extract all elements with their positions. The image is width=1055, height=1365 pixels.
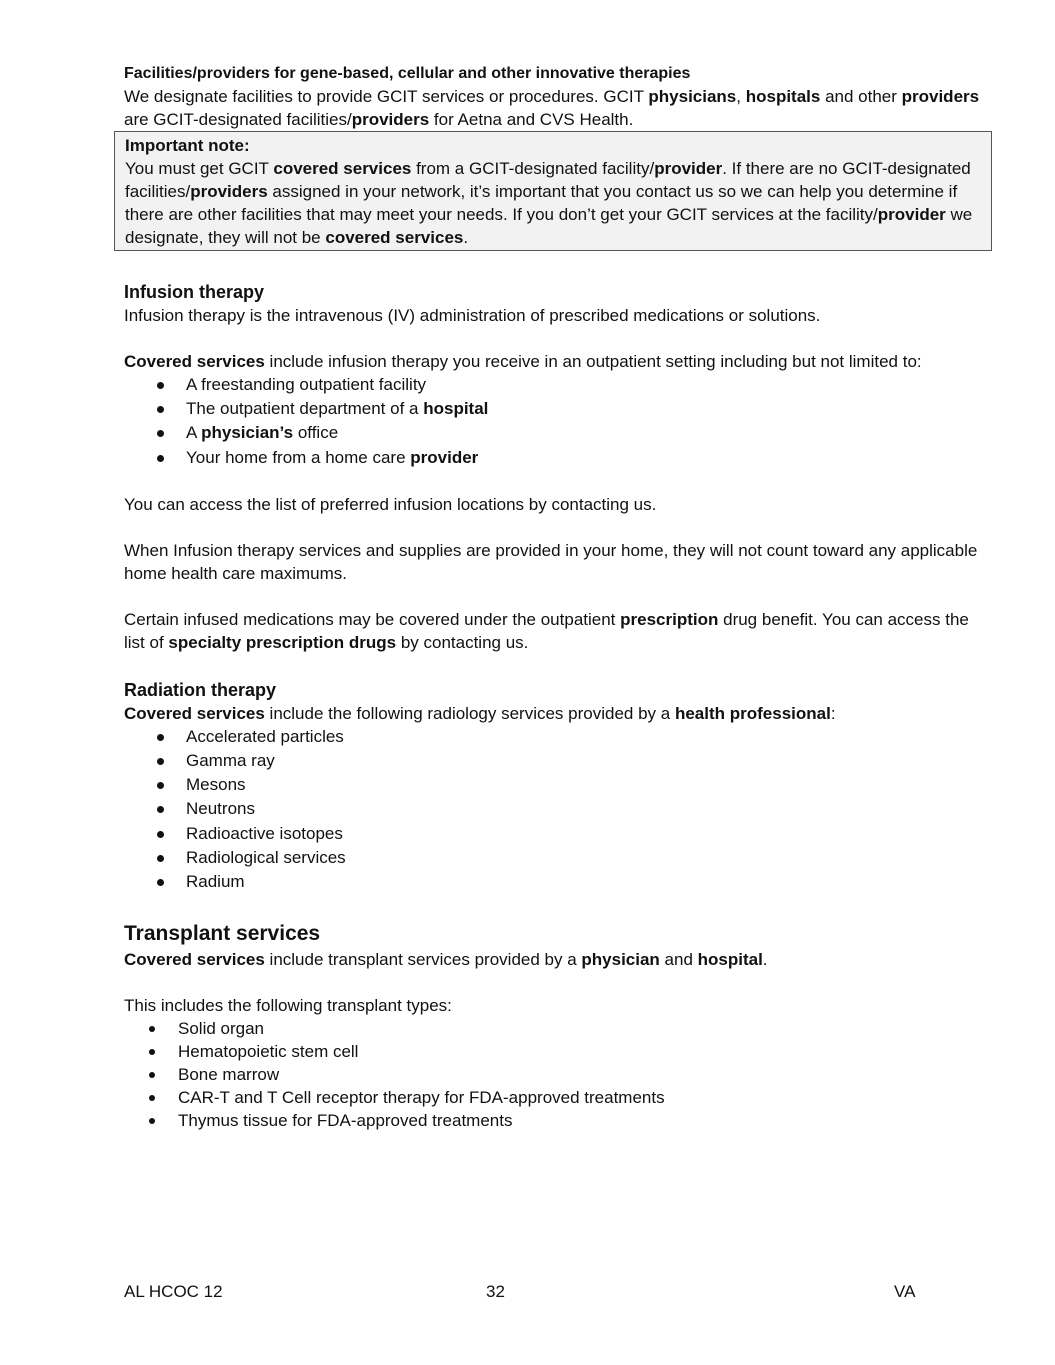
infusion-list — [124, 373, 990, 470]
infusion-locations: You can access the list of preferred infusion locations by contacting us. — [124, 494, 657, 514]
term-providers: providers — [190, 182, 268, 201]
list-item: Solid organ — [124, 1017, 990, 1040]
term-hospitals: hospitals — [745, 87, 821, 106]
text: from a GCIT-designated facility/ — [411, 159, 655, 178]
term-provider: provider — [877, 205, 946, 224]
term-prescription: prescription — [620, 609, 719, 629]
note-title: Important note: — [125, 136, 250, 155]
term-providers: providers — [901, 87, 980, 106]
text: are GCIT-designated facilities/ — [124, 110, 352, 129]
term-covered-services: covered services — [273, 159, 412, 178]
transplant-heading: Transplant services — [124, 922, 321, 946]
text: You must get GCIT — [125, 159, 274, 178]
list-item: Radium — [124, 870, 990, 894]
footer-state: VA — [894, 1282, 916, 1301]
transplant-covered: Covered services include transplant services provided by a physician and hospital. — [124, 950, 768, 970]
list-item: Neutrons — [124, 797, 990, 821]
term-physicians: physicians — [648, 87, 737, 106]
page-footer — [124, 1280, 915, 1303]
list-item: Gamma ray — [124, 749, 990, 773]
list-item: Radioactive isotopes — [124, 822, 990, 846]
list-item: Radiological services — [124, 846, 990, 870]
infusion-intro: Infusion therapy is the intravenous (IV) administration of prescribed medications or solutions. — [124, 306, 821, 325]
text: , — [736, 87, 746, 106]
radiation-list — [124, 725, 990, 894]
text: We designate facilities to provide GCIT services or procedures. GCIT — [124, 87, 649, 106]
text: . — [463, 228, 469, 247]
transplant-intro: This includes the following transplant types: — [124, 996, 452, 1016]
term-hospital: hospital — [697, 950, 763, 970]
infusion-home: When Infusion therapy services and supplies are provided in your home, they will not count toward any applicable home health care maximums. — [124, 540, 978, 583]
infusion-certain: Certain infused medications may be covered under the outpatient prescription drug benefit. You can access the list of specialty prescription drugs by contacting us. — [124, 609, 969, 652]
text: assigned in your network, it’s important that you contact us so we can help you determine if there are other facilities that may meet your needs. If you don’t get your GCIT services at the facility/ — [125, 182, 958, 224]
transplant-list — [124, 1017, 990, 1132]
term-provider: provider — [654, 159, 723, 178]
text: . If there are no GCIT-designated facilities/ — [125, 159, 971, 201]
list-item: The outpatient department of a hospital — [124, 397, 990, 421]
text: include infusion therapy you receive in an outpatient setting including but not limited to: — [264, 352, 922, 371]
term-specialty-drugs: specialty prescription drugs — [168, 632, 397, 652]
list-item: Mesons — [124, 773, 990, 797]
list-item: Your home from a home care provider — [124, 446, 990, 470]
term-hospital: hospital — [423, 399, 489, 419]
important-note-box — [114, 131, 992, 251]
term-covered-services: Covered services — [124, 352, 265, 371]
term-covered-services: Covered services — [124, 703, 265, 723]
page-number: 32 — [486, 1282, 505, 1301]
text: and other — [820, 87, 902, 106]
list-item: A physician’s office — [124, 421, 990, 445]
term-covered-services: covered services — [325, 228, 464, 247]
list-item: Hematopoietic stem cell — [124, 1040, 990, 1063]
footer-doc-code: AL HCOC 12 — [124, 1282, 223, 1301]
text: for Aetna and CVS Health. — [429, 110, 634, 129]
list-item: A freestanding outpatient facility — [124, 373, 990, 397]
infusion-heading: Infusion therapy — [124, 282, 265, 302]
radiation-heading: Radiation therapy — [124, 679, 277, 700]
term-physician: physician’s — [201, 423, 294, 443]
term-provider: provider — [410, 447, 479, 467]
term-covered-services: Covered services — [124, 950, 265, 970]
gcit-paragraph — [124, 85, 990, 131]
term-providers: providers — [351, 110, 430, 129]
term-physician: physician — [581, 950, 660, 970]
infusion-covered — [124, 350, 990, 373]
radiation-covered: Covered services include the following radiology services provided by a health professional: — [124, 703, 836, 723]
note-body — [125, 157, 981, 249]
gcit-heading: Facilities/providers for gene-based, cellular and other innovative therapies — [124, 65, 691, 82]
text: we designate, they will not be — [125, 205, 973, 247]
list-item: CAR-T and T Cell receptor therapy for FDA-approved treatments — [124, 1086, 990, 1109]
list-item: Accelerated particles — [124, 725, 990, 749]
document-page — [124, 62, 990, 1132]
list-item: Bone marrow — [124, 1063, 990, 1086]
term-health-professional: health professional — [674, 703, 831, 723]
list-item: Thymus tissue for FDA-approved treatments — [124, 1109, 990, 1132]
